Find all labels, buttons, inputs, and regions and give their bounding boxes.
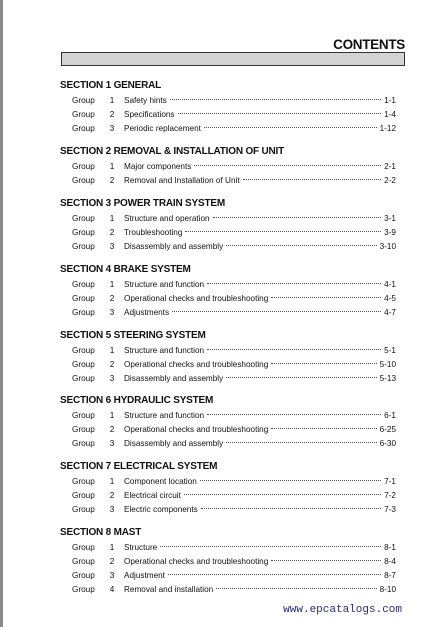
group-number: 1 — [109, 96, 115, 105]
page-number: 8-4 — [384, 557, 396, 566]
section-heading[interactable]: SECTION 6 HYDRAULIC SYSTEM — [60, 395, 214, 406]
group-label: Group — [72, 280, 95, 289]
entry-title: Adjustments — [124, 308, 170, 317]
toc-section — [60, 197, 400, 254]
entry-title: Safety hints — [124, 96, 167, 105]
toc-entry[interactable] — [60, 212, 400, 226]
page-number: 2-2 — [384, 176, 396, 185]
toc-entry[interactable] — [60, 569, 400, 583]
page-number: 1-1 — [384, 96, 396, 105]
entry-title: Operational checks and troubleshooting — [124, 294, 269, 303]
toc-entry[interactable] — [60, 475, 400, 489]
page-number: 1-4 — [384, 110, 396, 119]
group-number: 2 — [109, 557, 115, 566]
toc-entry[interactable] — [60, 555, 400, 569]
group-number: 1 — [109, 214, 115, 223]
group-label: Group — [72, 124, 95, 133]
page-number: 8-1 — [384, 543, 396, 552]
group-label: Group — [72, 294, 95, 303]
section-heading[interactable]: SECTION 5 STEERING SYSTEM — [60, 330, 206, 341]
group-label: Group — [72, 585, 95, 594]
toc-entry[interactable] — [60, 122, 400, 136]
toc-entry[interactable] — [60, 94, 400, 108]
dot-leader — [216, 588, 376, 589]
entry-title: Periodic replacement — [124, 124, 201, 133]
group-number: 2 — [109, 176, 115, 185]
entry-title: Major components — [124, 162, 192, 171]
section-heading[interactable]: SECTION 2 REMOVAL & INSTALLATION OF UNIT — [60, 146, 285, 157]
dot-leader — [226, 377, 376, 378]
entry-title: Disassembly and assembly — [124, 242, 224, 251]
group-number: 1 — [109, 411, 115, 420]
page-title: CONTENTS — [333, 37, 405, 52]
group-number: 2 — [109, 110, 115, 119]
group-label: Group — [72, 110, 95, 119]
toc-entry[interactable] — [60, 541, 400, 555]
page-number: 3-1 — [384, 214, 396, 223]
page-number: 3-9 — [384, 228, 396, 237]
dot-leader — [271, 560, 381, 561]
page-number: 2-1 — [384, 162, 396, 171]
dot-leader — [172, 311, 381, 312]
toc-entry[interactable] — [60, 174, 400, 188]
toc-section — [60, 394, 400, 451]
group-label: Group — [72, 439, 95, 448]
entry-title: Structure and function — [124, 280, 205, 289]
group-number: 3 — [109, 571, 115, 580]
group-label: Group — [72, 571, 95, 580]
group-label: Group — [72, 162, 95, 171]
dot-leader — [185, 231, 381, 232]
page-number: 6-30 — [379, 439, 396, 448]
title-rule-bar — [61, 52, 405, 66]
page-number: 7-2 — [384, 491, 396, 500]
group-number: 3 — [109, 308, 115, 317]
group-label: Group — [72, 477, 95, 486]
dot-leader — [226, 442, 376, 443]
toc-section — [60, 460, 400, 517]
group-number: 3 — [109, 374, 115, 383]
toc-entry[interactable] — [60, 278, 400, 292]
toc-entry[interactable] — [60, 240, 400, 254]
entry-title: Electrical circuit — [124, 491, 181, 500]
dot-leader — [271, 363, 376, 364]
watermark: www.epcatalogs.com — [283, 604, 402, 616]
entry-title: Structure — [124, 543, 158, 552]
entry-title: Removal and installation — [124, 585, 214, 594]
group-number: 3 — [109, 124, 115, 133]
group-label: Group — [72, 228, 95, 237]
page-number: 7-3 — [384, 505, 396, 514]
group-number: 2 — [109, 425, 115, 434]
dot-leader — [178, 113, 382, 114]
toc-entry[interactable] — [60, 358, 400, 372]
toc-section — [60, 79, 400, 136]
toc-entry[interactable] — [60, 160, 400, 174]
group-number: 3 — [109, 242, 115, 251]
toc-entry[interactable] — [60, 344, 400, 358]
group-label: Group — [72, 543, 95, 552]
toc-entry[interactable] — [60, 306, 400, 320]
group-number: 3 — [109, 505, 115, 514]
group-label: Group — [72, 505, 95, 514]
page-number: 4-1 — [384, 280, 396, 289]
toc-section — [60, 526, 400, 597]
group-number: 2 — [109, 360, 115, 369]
group-label: Group — [72, 214, 95, 223]
entry-title: Removal and Installation of Unit — [124, 176, 240, 185]
dot-leader — [200, 480, 381, 481]
dot-leader — [226, 245, 376, 246]
toc-entry[interactable] — [60, 583, 400, 597]
group-label: Group — [72, 411, 95, 420]
group-number: 3 — [109, 439, 115, 448]
entry-title: Structure and function — [124, 346, 205, 355]
group-label: Group — [72, 425, 95, 434]
dot-leader — [271, 297, 381, 298]
entry-title: Troubleshooting — [124, 228, 183, 237]
group-number: 1 — [109, 162, 115, 171]
group-label: Group — [72, 96, 95, 105]
entry-title: Structure and operation — [124, 214, 210, 223]
group-label: Group — [72, 346, 95, 355]
dot-leader — [213, 217, 382, 218]
group-label: Group — [72, 557, 95, 566]
toc-section — [60, 263, 400, 320]
section-heading[interactable]: SECTION 8 MAST — [60, 527, 142, 538]
entry-title: Operational checks and troubleshooting — [124, 425, 269, 434]
toc-section — [60, 329, 400, 386]
dot-leader — [201, 508, 381, 509]
dot-leader — [170, 99, 381, 100]
page-number: 3-10 — [379, 242, 396, 251]
dot-leader — [207, 283, 381, 284]
entry-title: Operational checks and troubleshooting — [124, 557, 269, 566]
section-heading[interactable]: SECTION 3 POWER TRAIN SYSTEM — [60, 198, 225, 209]
section-heading[interactable]: SECTION 7 ELECTRICAL SYSTEM — [60, 461, 218, 472]
group-number: 1 — [109, 543, 115, 552]
dot-leader — [207, 414, 381, 415]
toc-entry[interactable] — [60, 437, 400, 451]
entry-title: Structure and function — [124, 411, 205, 420]
page-number: 4-7 — [384, 308, 396, 317]
toc-entry[interactable] — [60, 372, 400, 386]
dot-leader — [160, 546, 381, 547]
group-label: Group — [72, 176, 95, 185]
toc-entry[interactable] — [60, 226, 400, 240]
page-number: 5-10 — [379, 360, 396, 369]
dot-leader — [207, 349, 381, 350]
page-number: 7-1 — [384, 477, 396, 486]
toc-entry[interactable] — [60, 423, 400, 437]
page-number: 1-12 — [379, 124, 396, 133]
dot-leader — [204, 127, 377, 128]
entry-title: Operational checks and troubleshooting — [124, 360, 269, 369]
page-number: 8-7 — [384, 571, 396, 580]
page-number: 8-10 — [379, 585, 396, 594]
dot-leader — [168, 574, 381, 575]
toc-entry[interactable] — [60, 503, 400, 517]
toc-entry[interactable] — [60, 489, 400, 503]
group-label: Group — [72, 242, 95, 251]
page-number: 4-5 — [384, 294, 396, 303]
group-number: 1 — [109, 280, 115, 289]
dot-leader — [184, 494, 381, 495]
entry-title: Component location — [124, 477, 197, 486]
group-number: 2 — [109, 228, 115, 237]
dot-leader — [271, 428, 376, 429]
entry-title: Disassembly and assembly — [124, 439, 224, 448]
dot-leader — [194, 165, 381, 166]
page-edge — [0, 0, 3, 627]
section-heading[interactable]: SECTION 1 GENERAL — [60, 80, 162, 91]
toc-entry[interactable] — [60, 292, 400, 306]
page-number: 5-1 — [384, 346, 396, 355]
group-number: 2 — [109, 294, 115, 303]
section-heading[interactable]: SECTION 4 BRAKE SYSTEM — [60, 264, 191, 275]
group-number: 2 — [109, 491, 115, 500]
dot-leader — [243, 179, 382, 180]
group-label: Group — [72, 308, 95, 317]
group-label: Group — [72, 360, 95, 369]
entry-title: Specifications — [124, 110, 175, 119]
page-number: 6-25 — [379, 425, 396, 434]
entry-title: Electric components — [124, 505, 198, 514]
entry-title: Disassembly and assembly — [124, 374, 224, 383]
toc-entry[interactable] — [60, 108, 400, 122]
group-number: 4 — [109, 585, 115, 594]
page-number: 6-1 — [384, 411, 396, 420]
toc-entry[interactable] — [60, 409, 400, 423]
group-number: 1 — [109, 477, 115, 486]
entry-title: Adjustment — [124, 571, 165, 580]
toc-section — [60, 145, 400, 188]
group-label: Group — [72, 374, 95, 383]
page-number: 5-13 — [379, 374, 396, 383]
group-label: Group — [72, 491, 95, 500]
group-number: 1 — [109, 346, 115, 355]
